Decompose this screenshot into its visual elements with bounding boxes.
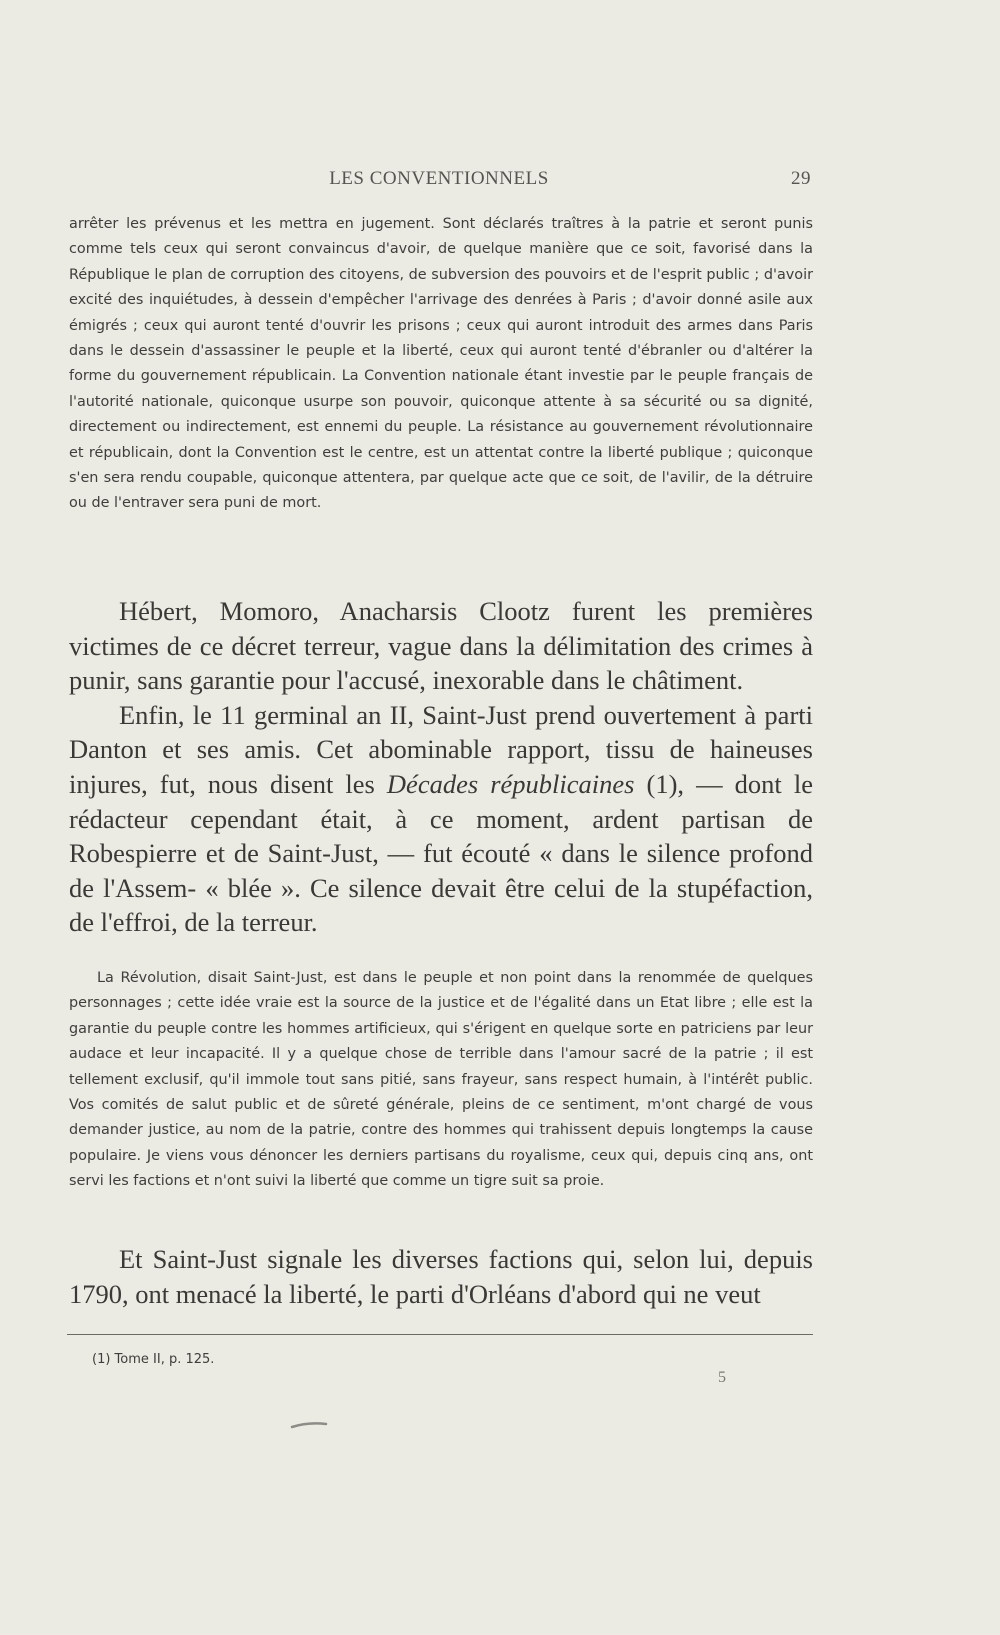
footnote: (1) Tome II, p. 125.	[92, 1352, 215, 1367]
footnote-rule	[67, 1334, 813, 1335]
body-paragraph-saint-just-report	[69, 698, 813, 940]
signature-mark: 5	[718, 1369, 726, 1386]
decree-quotation	[69, 212, 813, 517]
body-text-run: Enfin, le 11 germinal an II, Saint-Just prend ouvertement à parti Danton et ses amis. Cet abominable rapport, tissu de haineuses injures, fut, nous disent les	[69, 699, 813, 799]
body-paragraph-victims: Hébert, Momoro, Anacharsis Clootz furent les premières victimes de ce décret terreur, vague dans la délimitation des crimes à punir, sans garantie pour l'accusé, inexorable dans le châtiment.	[69, 596, 813, 696]
running-head	[67, 168, 811, 194]
body-text-run: (1), — dont le rédacteur cependant était, à ce moment, ardent partisan de Robespierre et de Saint-Just, — fut écouté « dans le silence profond de l'Assem- « blée ». Ce silence devait être celui de la stupéfaction, de l'effroi, de la terreur.	[69, 768, 813, 938]
body-text-section	[69, 594, 813, 940]
ink-smudge-mark	[290, 1418, 328, 1430]
decree-paragraph: arrêter les prévenus et les mettra en jugement. Sont déclarés traîtres à la patrie et seront punis comme tels ceux qui seront convaincus d'avoir, de quelque manière que ce soit, favorisé dans la République le plan de corruption des citoyens, de subversion des pouvoirs et de l'esprit public ; d'avoir excité des inquiétudes, à dessein d'empêcher l'arrivage des denrées à Paris ; d'avoir donné asile aux émigrés ; ceux qui auront tenté d'ouvrir les prisons ; ceux qui auront introduit des armes dans Paris dans le dessein d'assassiner le peuple et la liberté, ceux qui auront tenté d'ébranler ou d'altérer la forme du gouvernement républicain. La Convention nationale étant investie par le peuple français de l'autorité nationale, quiconque usurpe son pouvoir, quiconque attente à sa sécurité ou sa dignité, directement ou indirectement, est ennemi du peuple. La résistance au gouvernement révolutionnaire et républicain, dont la Convention est le centre, est un attentat contre la liberté publique ; quiconque s'en sera rendu coupable, quiconque attentera, par quelque acte que ce soit, de l'avilir, de la détruire ou de l'entraver sera puni de mort.	[69, 216, 813, 512]
quotation-paragraph: La Révolution, disait Saint-Just, est dans le peuple et non point dans la renommée de quelques personnages ; cette idée vraie est la source de la justice et de l'égalité dans un Etat libre ; elle est la garantie du peuple contre les hommes artificieux, qui s'érigent en quelque sorte en patriciens par leur audace et leur incapacité. Il y a quelque chose de terrible dans l'amour sacré de la patrie ; il est tellement exclusif, qu'il immole tout sans pitié, sans frayeur, sans respect humain, à l'intérêt public. Vos comités de salut public et de sûreté générale, pleins de ce sentiment, m'ont chargé de vous demander justice, au nom de la patrie, contre des hommes qui trahissent depuis longtemps la cause populaire. Je viens vous dénoncer les derniers partisans du royalisme, ceux qui, depuis cinq ans, ont servi les factions et n'ont suivi la liberté que comme un tigre suit sa proie.	[69, 970, 813, 1190]
journal-title: Décades républicaines	[386, 768, 635, 799]
body-paragraph-factions: Et Saint-Just signale les diverses factions qui, selon lui, depuis 1790, ont menacé la liberté, le parti d'Orléans d'abord qui ne veut	[69, 1244, 813, 1309]
body-text-section	[69, 1242, 813, 1311]
saint-just-quotation	[69, 966, 813, 1195]
page-number: 29	[791, 168, 811, 189]
running-title: LES CONVENTIONNELS	[329, 168, 549, 189]
